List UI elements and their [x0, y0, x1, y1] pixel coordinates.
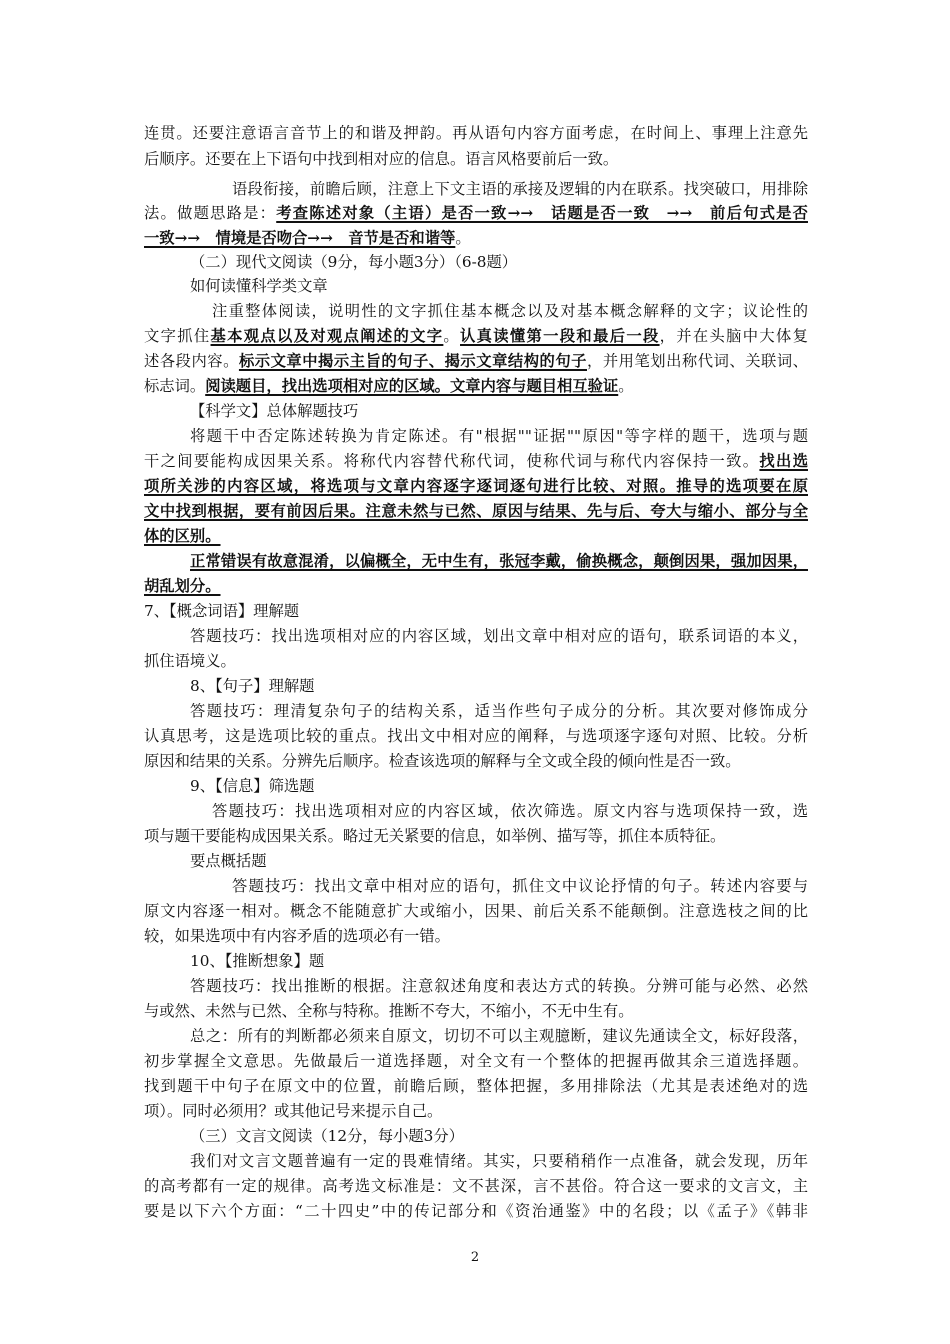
text-line	[144, 324, 808, 348]
text-line: 答题技巧：找出文章中相对应的语句，抓住文中议论抒情的句子。转述内容要与	[232, 877, 808, 895]
text-line: 答题技巧：找出选项相对应的内容区域，划出文章中相对应的语句，联系词语的本义，	[190, 627, 808, 645]
text-run: 述各段内容。	[144, 352, 239, 370]
emphasis-run: 标示文章中揭示主旨的句子、揭示文章结构的句子	[238, 352, 587, 370]
emphasis-line: 文中找到根据，要有前因后果。注意未然与已然、原因与结果、先与后、夸大与缩小、部分与全	[144, 502, 808, 520]
subheading: 【科学文】总体解题技巧	[190, 402, 359, 420]
question-heading: 8、【句子】理解题	[190, 677, 315, 695]
text-line: 答题技巧：理清复杂句子的结构关系，适当作些句子成分的分析。其次要对修饰成分	[190, 702, 808, 720]
text-line: 要是以下六个方面：“二十四史”中的传记部分和《资治通鉴》中的名段；以《孟子》《韩非	[144, 1202, 808, 1220]
text-run: 文字抓住	[144, 327, 211, 345]
text-line: 的高考都有一定的规律。高考选文标准是：文不甚深，言不甚俗。符合这一要求的文言文，主	[144, 1177, 808, 1195]
question-heading: 10、【推断想象】题	[190, 952, 325, 970]
emphasis-line: 胡乱划分。	[144, 577, 221, 595]
section-heading: （三）文言文阅读（12分，每小题3分）	[190, 1127, 464, 1145]
text-line	[144, 449, 808, 473]
emphasis-run: 考查陈述对象（主语）是否一致→→ 话题是否一致 →→ 前后句式是否	[276, 204, 808, 222]
text-line: 与或然、未然与已然、全称与特称。推断不夸大，不缩小，不无中生有。	[144, 1002, 634, 1020]
text-run: 。	[618, 377, 634, 395]
text-line: 后顺序。还要在上下语句中找到相对应的信息。语言风格要前后一致。	[144, 150, 619, 168]
text-line	[144, 349, 808, 373]
emphasis-line: 项所关涉的内容区域，将选项与文章内容逐字逐词逐句进行比较、对照。推导的选项要在原	[144, 477, 808, 495]
emphasis-run: 认真读懂第一段和最后一段	[460, 327, 660, 345]
question-heading: 7、【概念词语】理解题	[144, 602, 300, 620]
text-line: 原文内容逐一相对。概念不能随意扩大或缩小，因果、前后关系不能颠倒。注意选枝之间的比	[144, 902, 808, 920]
text-line: 答题技巧：找出推断的根据。注意叙述角度和表达方式的转换。分辨可能与必然、必然	[190, 977, 808, 995]
emphasis-run: 一致→→ 情境是否吻合→→ 音节是否和谐等	[144, 229, 456, 247]
emphasis-run: 阅读题目，找出选项相对应的区域。文章内容与题目相互验证	[205, 377, 619, 395]
subheading: 要点概括题	[190, 852, 267, 870]
text-line	[144, 374, 634, 398]
text-line: 较，如果选项中有内容矛盾的选项必有一错。	[144, 927, 450, 945]
text-line: 连贯。还要注意语言音节上的和谐及押韵。再从语句内容方面考虑，在时间上、事理上注意先	[144, 124, 808, 142]
text-line: 认真思考，这是选项比较的重点。找出文中相对应的阐释，与选项逐字逐句对照、比较。分析	[144, 727, 808, 745]
text-line: 项）。同时必须用？或其他记号来提示自己。	[144, 1102, 443, 1120]
text-line: 项与题干要能构成因果关系。略过无关紧要的信息，如举例、描写等，抓住本质特征。	[144, 827, 726, 845]
text-line: 初步掌握全文意思。先做最后一道选择题，对全文有一个整体的把握再做其余三道选择题。	[144, 1052, 808, 1070]
text-run: 。	[443, 327, 461, 345]
emphasis-line: 正常错误有故意混淆，以偏概全，无中生有，张冠李戴，偷换概念，颠倒因果，强加因果，	[190, 552, 808, 570]
text-line: 语段衔接，前瞻后顾，注意上下文主语的承接及逻辑的内在联系。找突破口，用排除	[232, 180, 808, 198]
subheading: 如何读懂科学类文章	[190, 277, 328, 295]
text-run: 。	[455, 229, 471, 247]
emphasis-run: 找出选	[759, 452, 808, 470]
text-line: 总之：所有的判断都必须来自原文，切切不可以主观臆断，建议先通读全文，标好段落，	[190, 1027, 808, 1045]
text-line: 原因和结果的关系。分辨先后顺序。检查该选项的解释与全文或全段的倾向性是否一致。	[144, 752, 741, 770]
text-line: 将题干中否定陈述转换为肯定陈述。有"根据""证据""原因"等字样的题干，选项与题	[190, 427, 808, 445]
text-run: 干之间要能构成因果关系。将称代内容替代称代词，使称代词与称代内容保持一致。	[144, 452, 760, 470]
text-line: 我们对文言文题普遍有一定的畏难情绪。其实，只要稍稍作一点准备，就会发现，历年	[190, 1152, 808, 1170]
text-run: 标志词。	[144, 377, 206, 395]
emphasis-line: 体的区别。	[144, 527, 221, 545]
section-heading: （二）现代文阅读（9分，每小题3分）（6-8题）	[190, 253, 518, 271]
text-line: 注重整体阅读，说明性的文字抓住基本概念以及对基本概念解释的文字；议论性的	[212, 302, 808, 320]
text-line: 抓住语境义。	[144, 652, 236, 670]
text-line: 答题技巧：找出选项相对应的内容区域，依次筛选。原文内容与选项保持一致，选	[212, 802, 808, 820]
text-run: ，并用笔划出称代词、关联词、	[587, 352, 808, 370]
page-number: 2	[470, 1250, 480, 1265]
text-line: 找到题干中句子在原文中的位置，前瞻后顾，整体把握，多用排除法（尤其是表述绝对的选	[144, 1077, 808, 1095]
text-run: ，并在头脑中大体复	[659, 327, 808, 345]
question-heading: 9、【信息】筛选题	[190, 777, 315, 795]
text-line	[144, 226, 471, 250]
text-run: 法。做题思路是：	[144, 204, 277, 222]
emphasis-run: 基本观点以及对观点阐述的文字	[210, 327, 444, 345]
text-line	[144, 201, 808, 225]
